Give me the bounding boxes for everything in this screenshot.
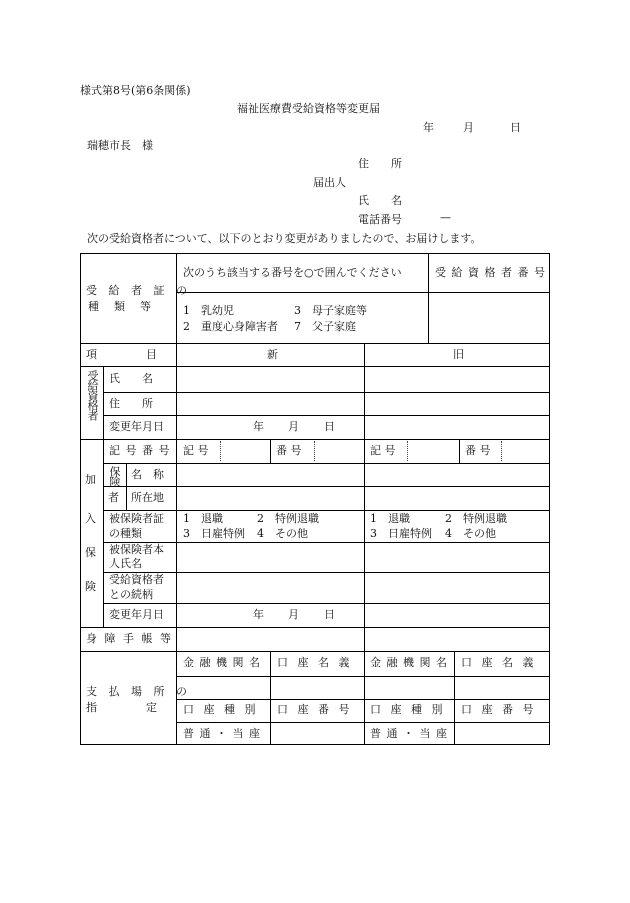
old-special-retired: 2 特例退職 <box>445 512 507 525</box>
form-number: 様式第8号(第6条関係) <box>80 84 191 97</box>
insurer-name-label: 名 称 <box>131 468 164 481</box>
insurer-location-label: 所在地 <box>131 491 164 504</box>
form-title: 福祉医療費受給資格等変更届 <box>237 102 380 115</box>
recipient-day-label: 日 <box>324 420 335 433</box>
column-new: 新 <box>267 348 278 361</box>
old-account-type-label: 口 座 種 別 <box>370 703 446 716</box>
hline <box>103 603 550 604</box>
vline <box>103 366 104 439</box>
old-account-number-label: 口 座 番 号 <box>461 703 537 716</box>
change-form-table <box>80 253 550 745</box>
vline <box>176 254 177 745</box>
applicant-address-label: 住 所 <box>358 157 402 170</box>
recipient-number-label: 受 給 資 格 者 番 号 <box>435 266 546 279</box>
applicant-name-label: 氏 名 <box>358 194 402 207</box>
option-infant: 1 乳幼児 <box>183 304 234 317</box>
date-day-label: 日 <box>510 121 521 134</box>
insured-name-line1: 被保険者本 <box>109 543 164 556</box>
hline <box>81 366 550 367</box>
date-month-label: 月 <box>463 121 474 134</box>
dotted-divider <box>220 441 221 461</box>
vline <box>270 651 271 745</box>
recipient-change-date-label: 変更年月日 <box>109 420 164 433</box>
date-year-label: 年 <box>423 121 434 134</box>
card-type-row-line1: 被保険者証 <box>109 512 164 525</box>
insurance-side-ho: 保 <box>85 546 96 559</box>
old-retired: 1 退職 <box>370 512 410 525</box>
vline <box>364 651 365 745</box>
vline <box>428 254 429 343</box>
old-number-label: 番 号 <box>465 444 491 457</box>
hline <box>176 699 550 700</box>
hline <box>103 572 550 573</box>
column-item: 項 目 <box>86 348 158 361</box>
hline <box>103 510 550 511</box>
new-ordinary-current: 普 通 ・ 当 座 <box>183 727 261 740</box>
recipient-month-label: 月 <box>288 420 299 433</box>
old-day-laborer: 3 日雇特例 <box>370 527 432 540</box>
hline <box>176 292 550 293</box>
payment-label-line2: 指 定 <box>86 701 158 714</box>
insurer-vertical-label: 保険 <box>108 466 121 486</box>
recipient-name-label: 氏 名 <box>109 372 153 385</box>
card-type-label-line2: 種 類 等 <box>88 300 153 313</box>
relation-line2: との続柄 <box>109 588 153 601</box>
vline <box>103 439 104 627</box>
insurance-month-label: 月 <box>288 608 299 621</box>
dotted-divider <box>501 441 502 461</box>
insurance-year-label: 年 <box>253 608 264 621</box>
disability-label: 身 障 手 帳 等 <box>86 632 173 645</box>
option-single-mother: 3 母子家庭等 <box>294 304 367 317</box>
new-account-number-label: 口 座 番 号 <box>277 703 353 716</box>
dotted-divider <box>407 441 408 461</box>
new-number-label: 番 号 <box>276 444 302 457</box>
new-bank-name-label: 金 融 機 関 名 <box>183 656 261 669</box>
hline <box>81 343 550 344</box>
column-old: 旧 <box>453 348 464 361</box>
new-day-laborer: 3 日雇特例 <box>183 527 245 540</box>
vline <box>459 439 460 463</box>
insurance-day-label: 日 <box>324 608 335 621</box>
hline <box>103 463 550 464</box>
phone-dash: — <box>440 211 451 224</box>
insurance-change-date-label: 変更年月日 <box>109 608 164 621</box>
recipient-side-label: 受給資格者 <box>86 370 99 420</box>
insured-name-line2: 人氏名 <box>109 557 142 570</box>
old-bank-name-label: 金 融 機 関 名 <box>370 656 448 669</box>
hline <box>103 542 550 543</box>
hline <box>103 392 550 393</box>
card-type-label-line1: 受 給 者 証 の <box>86 284 191 297</box>
insurance-side-ken: 険 <box>85 580 96 593</box>
insurance-side-ka: 加 <box>85 473 96 486</box>
vline <box>126 463 127 510</box>
hline <box>81 651 550 652</box>
hline <box>176 722 550 723</box>
new-retired: 1 退職 <box>183 512 223 525</box>
vline <box>270 439 271 463</box>
insurer-vertical-label-sha: 者 <box>108 491 119 504</box>
vline <box>364 343 365 651</box>
new-other: 4 その他 <box>257 527 308 540</box>
card-instruction: 次のうち該当する番号を○で囲んでください <box>183 266 402 279</box>
symbol-number-label: 記 号 番 号 <box>109 444 171 457</box>
intro-text: 次の受給資格者について、以下のとおり変更がありましたので、お届けします。 <box>87 232 482 245</box>
new-account-holder-label: 口 座 名 義 <box>277 656 353 669</box>
old-account-holder-label: 口 座 名 義 <box>461 656 537 669</box>
new-symbol-label: 記 号 <box>183 444 209 457</box>
old-other: 4 その他 <box>445 527 496 540</box>
recipient-address-label: 住 所 <box>109 397 153 410</box>
vline <box>454 651 455 745</box>
new-special-retired: 2 特例退職 <box>257 512 319 525</box>
old-symbol-label: 記 号 <box>370 444 396 457</box>
insurance-side-nyu: 入 <box>85 512 96 525</box>
relation-line1: 受給資格者 <box>109 573 164 586</box>
applicant-label: 届出人 <box>313 176 346 189</box>
recipient-year-label: 年 <box>253 420 264 433</box>
hline <box>103 415 550 416</box>
option-disabled: 2 重度心身障害者 <box>183 320 278 333</box>
old-ordinary-current: 普 通 ・ 当 座 <box>370 727 448 740</box>
addressee: 瑞穂市長 様 <box>87 139 153 152</box>
hline <box>81 627 550 628</box>
applicant-phone-label: 電話番号 <box>358 213 402 226</box>
hline <box>81 439 550 440</box>
payment-label-line1: 支 払 場 所 の <box>86 685 191 698</box>
dotted-divider <box>314 441 315 461</box>
new-account-type-label: 口 座 種 別 <box>183 703 259 716</box>
option-single-father: 7 父子家庭 <box>294 320 356 333</box>
hline <box>103 486 550 487</box>
hline <box>176 676 550 677</box>
card-type-row-line2: の種類 <box>109 527 142 540</box>
